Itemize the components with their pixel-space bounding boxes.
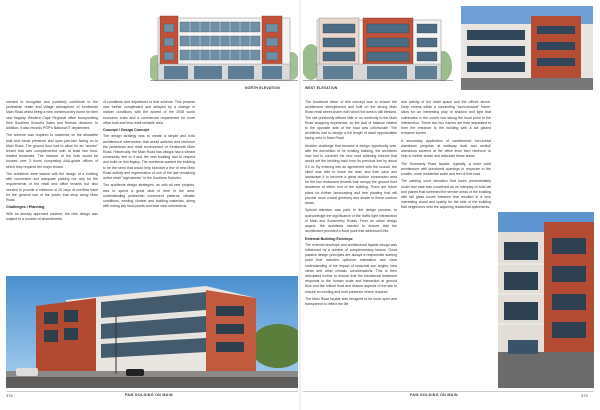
section-heading: Challenges / Planning (6, 205, 45, 210)
paragraph: The design strategy was to create a simple and bold architectural intervention that would address and reinforce the pedestrian and retail environment of Kenilworth Main Road. Historically, the Main Road has always had a vibrant community feel to it and the new building had to respect and build on this legacy. The architects wanted the building to be the seed that would help kickstart a few of new Main Road activity and regeneration of one of the last remaining active retail "high streets" in the Southern Suburbs. (103, 134, 195, 181)
paragraph: The parking court elevation that faces predominately south and east was conceived as an interplay of bold tall and planes that screened the service areas of the building with tall glass boxes between that resulted in a very interesting visual and quality for the side of the building that neighbours onto the adjoining residential apartments. (401, 179, 491, 210)
building-corner-photo (6, 276, 298, 388)
west-elevation-drawing (303, 0, 453, 90)
page-number: 376 (6, 393, 13, 398)
footer-rule (6, 391, 298, 392)
paragraph: The scheme was required to maximise on the allowable bulk and visual presence and open pen-tam facing on to Main Road. The ground floor had to allow for an "anchor" tenant that was complemented with at least two food-related tenancies. The balance of the bulk would be housed over 3 floors comprising AAA-grade offices of which they required the major tenant. (6, 133, 98, 169)
left-page-column-2 (103, 100, 195, 212)
running-footer-title: PAM GOLDING ON MAIN (410, 393, 458, 397)
paragraph: The architects design strategies, as with all new projects, was to spend a great deal of time in the area, understanding pedestrian movement patterns, climatic conditions, existing context and building materials, along with noting key focal points and lead view orientations. (103, 183, 195, 209)
footer-rule (303, 391, 594, 392)
paragraph: With an already approved scheme, the new design was subject to a number of amendments (6, 211, 98, 221)
building-night-photo (461, 6, 593, 90)
paragraph: and activity of the retail space and the offices above. Deep recess within a connecting "archi-tectural" frame, allow for an interesting play of shadow and light that culminates in the corner box taking the focal point to the intersection. These two box frames are then separated to form the entrance to the building with a tall glazed entrance screen. (401, 100, 491, 136)
paragraph: The external envelope and architectural façade design was influenced by a number of complementary factors. Good passive design principles are always a responsible starting point that includes optimum orientation and clear understanding of the impact of seasonal sun angles, best views and other climatic considerations. This is then articulated further to ensure that the elevational treatment responds to the human scale and interaction at ground floor and the critical focal and feature aspects of the site to ensure an exciting and bold presence where required. (305, 242, 397, 294)
section-heading: External Building Envelope (305, 236, 353, 241)
right-page-column-1 (305, 100, 397, 310)
page-gutter (299, 0, 301, 410)
paragraph: The Summerly Road façade, typically, a more solid architecture with punctured openings in response to the smaller, more residential scale and feel of that road. (401, 161, 491, 177)
paragraph: Another challenge that became a design opportunity was, with the demolition of he existing building, the architects now had to consider the new road widening reserve that would set the building back from its previous line by about 5,0 m. By entering into an agreement with the council, the client was able to lease the land, and then pave and landscape it to become a great outdoor concession area for the two restaurant tenants that occupy the ground floor residence at either end of the building. There are future plans for further landscaping and tree planting that will provide more crucial greenery and shade to these outdoor areas. (305, 143, 397, 206)
paragraph: needed to recognise and positively contribute to the pedestrian realm and village atmosphere of Kenilworth Main Road whilst being a new contemporary home for their new flagship Western Cape Regional office incorporating their Southern Suburbs Sales and Rentals divisions. In addition, it also records PGP's National IT department. (6, 100, 98, 131)
paragraph: of conditions and departures to that scheme. This process was further complicated and delayed by a change in market conditions with the advent of the 2008 world economic crisis and a commercial requirement for more office bulk and less retail rentable area. (103, 100, 195, 125)
section-heading: Concept / Design Concept (103, 128, 149, 133)
paragraph: The Main Road façade was designed to be more open and transparent to reflect the life (305, 297, 397, 307)
building-facade-photo (498, 212, 594, 388)
north-elevation-label: NORTH ELEVATION (245, 86, 280, 90)
running-footer-title: PAM GOLDING ON MAIN (125, 393, 173, 397)
left-page-column-1 (6, 100, 98, 224)
right-page-column-2 (401, 100, 491, 213)
paragraph: The architects were tasked with the design of a building with convenient and adequate parking not only for the requirements of the retail and office tenants but also needed to provide a minimum of 20 bays of overflow base for the general use of the public that shop along Main Road. (6, 172, 98, 203)
west-elevation-label: WEST ELEVATION (305, 86, 338, 90)
north-elevation-drawing (150, 0, 298, 90)
paragraph: A secondary application of cantilevered hori-zontal aluminium pergolas at walkway level and vertical aluminium screens at the office level then reinforce or help to further shade and articulate these areas. (401, 138, 491, 159)
page-number: 379 (581, 393, 588, 398)
paragraph: Special attention was paid, in the design process, to acknowledge the significance of the traffic light intersection of Main and Summerley Roads. From an urban design aspect, the architects needed to ensure that the architecture provided a focal point that addressed this. (305, 208, 397, 234)
paragraph: The functional driver of this concept was to ensure the architecture strengthened and built on the strong Main Road retail street charm with which the area is still blessed. The site previously offered little or no continuity to the Main Road shopping experience, so the lack of balance related to the opposite side of the road was unfortunate. The architects had to design a full length of retail opportunities facing onto to Main Road. (305, 100, 397, 141)
